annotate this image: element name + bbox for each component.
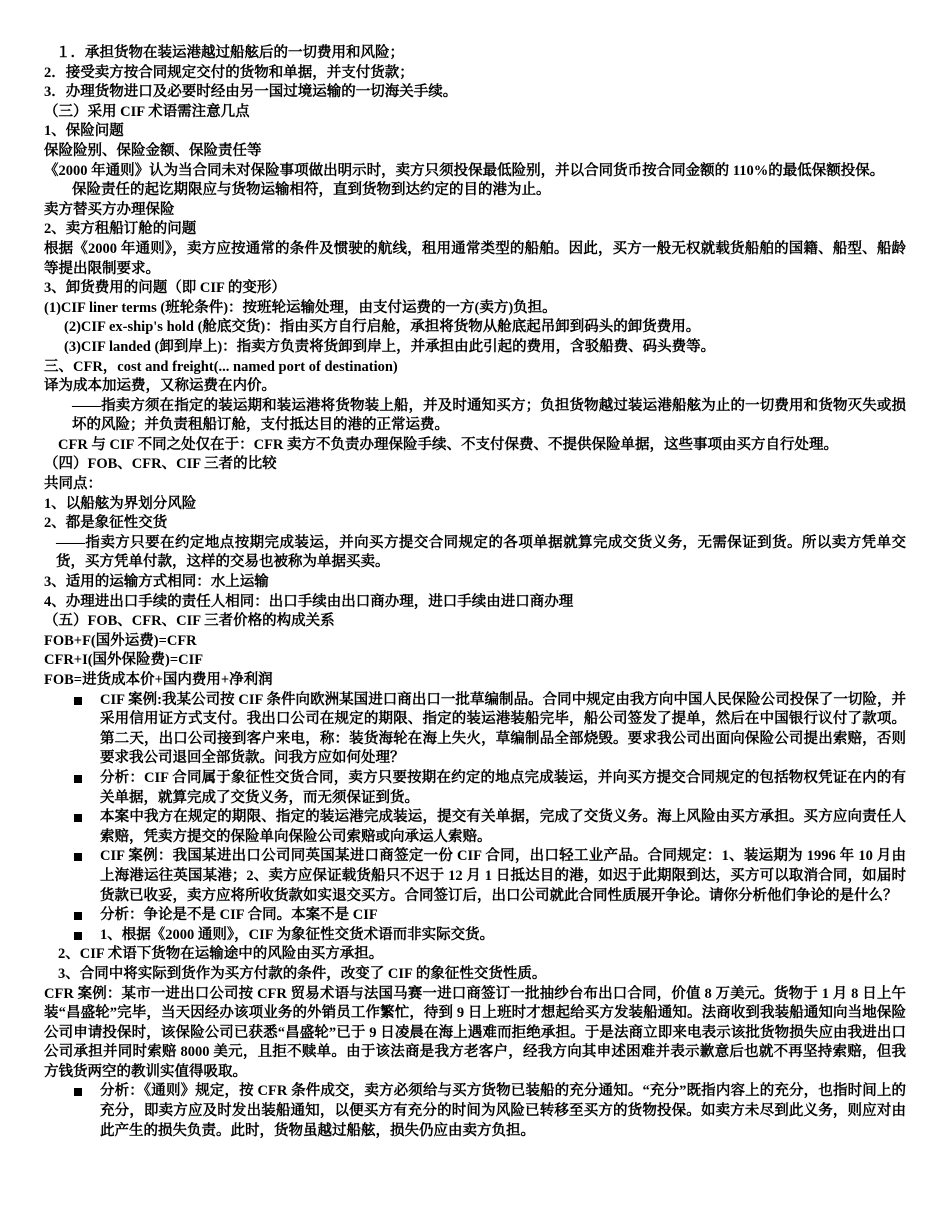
bullet-item (44, 847, 906, 906)
text-line: (3)CIF landed (卸到岸上)：指卖方负责将货卸到岸上，并承担由此引起的费用，含驳船费、码头费等。 (64, 338, 716, 355)
text-line: 2．接受卖方按合同规定交付的货物和单据，并支付货款； (44, 64, 414, 81)
text-line: CFR 案例：某市一进出口公司按 CFR 贸易术语与法国马赛一进口商签订一批抽纱台布出口合同，价值 8 万美元。货物于 1 月 8 日上午装“昌盛轮”完毕，当天因经办该项业务的外销员工作繁忙，待到 9 日上班时才想起给买方发装船通知。法商收到我装船通知向当地保险公司申请投保时，该保险公司已获悉“昌盛轮”已于 9 日凌晨在海上遇难而拒绝承担。于是法商立即来电表示该批货物损失应由我进出口公司承担并同时索赔 8000 美元，且拒不赎单。由于该法商是我方老客户，经我方向其申述困难并表示歉意后也就不再坚持索赔，但我方钱货两空的教训实值得吸取。 (44, 985, 906, 1080)
case-bullet-list (44, 691, 906, 946)
square-bullet-icon (74, 1088, 82, 1096)
text-line: ——指卖方须在指定的装运期和装运港将货物装上船，并及时通知买方；负担货物越过装运港船舷为止的一切费用和货物灭失或损坏的风险；并负责租船订舱，支付抵达目的港的正常运费。 (72, 397, 906, 434)
text-line: 译为成本加运费，又称运费在内价。 (44, 378, 276, 395)
text-line: CFR+I(国外保险费)=CIF (44, 652, 204, 669)
square-bullet-icon (74, 932, 82, 940)
text-line: 4、办理进出口手续的责任人相同：出口手续由出口商办理，进口手续由进口商办理 (44, 593, 574, 610)
text-line: 2、CIF 术语下货物在运输途中的风险由买方承担。 (58, 946, 384, 963)
text-line: 根据《2000 年通则》，卖方应按通常的条件及惯驶的航线，租用通常类型的船舶。因此，买方一般无权就载货船舶的国籍、船型、船龄等提出限制要求。 (44, 240, 906, 277)
text-line: 保险责任的起讫期限应与货物运输相符，直到货物到达约定的目的港为止。 (72, 182, 551, 199)
text-line: 2、卖方租船订舱的问题 (44, 221, 197, 238)
bullet-text: 1、根据《2000 通则》，CIF 为象征性交货术语而非实际交货。 (100, 926, 495, 943)
text-line: FOB=进货成本价+国内费用+净利润 (44, 672, 273, 688)
text-line: 1、以船舷为界划分风险 (44, 495, 197, 512)
text-line: （五）FOB、CFR、CIF 三者价格的构成关系 (44, 613, 335, 630)
square-bullet-icon (74, 814, 82, 822)
bullet-text: CIF 案例:我某公司按 CIF 条件向欧洲某国进口商出口一批草编制品。合同中规定由我方向中国人民保险公司投保了一切险，并采用信用证方式支付。我出口公司在规定的期限、指定的装运港装船完毕，船公司签发了提单，然后在中国银行议付了款项。第二天，出口公司接到客户来电，称：装货海轮在海上失火，草编制品全部烧毁。要求我公司出面向保险公司提出索赔，否则要求我公司退回全部货款。问我方应如何处理？ (100, 691, 906, 767)
text-line: 共同点： (44, 476, 102, 493)
text-line: 卖方替买方办理保险 (44, 201, 175, 218)
text-line: 2、都是象征性交货 (44, 515, 168, 532)
square-bullet-icon (74, 853, 82, 861)
bullet-item (44, 1082, 906, 1141)
square-bullet-icon (74, 912, 82, 920)
text-line: 三、CFR，cost and freight(... named port of destination) (44, 358, 398, 375)
text-line: （三）采用 CIF 术语需注意几点 (44, 103, 250, 120)
text-line: （四）FOB、CFR、CIF 三者的比较 (44, 456, 277, 473)
bullet-text: 分析：《通则》规定，按 CFR 条件成交，卖方必须给与买方货物已装船的充分通知。“充分”既指内容上的充分，也指时间上的充分，即卖方应及时发出装船通知，以便买方有充分的时间为风险已转移至买方的货物投保。如卖方未尽到此义务，则应对由此产生的损失负责。此时，货物虽越过船舷，损失仍应由卖方负担。 (100, 1083, 906, 1139)
bullet-item (44, 926, 906, 946)
bullet-item (44, 769, 906, 808)
bullet-text: 分析：争论是不是 CIF 合同。本案不是 CIF (100, 907, 378, 924)
bullet-text: 分析：CIF 合同属于象征性交货合同，卖方只要按期在约定的地点完成装运，并向买方提交合同规定的包括物权凭证在内的有关单据，就算完成了交货义务，而无须保证到货。 (100, 769, 906, 806)
text-line: 《2000 年通则》认为当合同未对保险事项做出明示时，卖方只须投保最低险别，并以合同货币按合同金额的 110%的最低保额投保。 (44, 162, 885, 179)
text-line: 保险险别、保险金额、保险责任等 (44, 142, 262, 159)
text-line: (1)CIF liner terms (班轮条件)：按班轮运输处理，由支付运费的一方(卖方)负担。 (44, 299, 557, 316)
analysis-bullet-list (44, 1082, 906, 1141)
bullet-text: CIF 案例：我国某进出口公司同英国某进口商签定一份 CIF 合同，出口轻工业产品。合同规定：1、装运期为 1996 年 10 月由上海港运往英国某港；2、卖方应保证载货船只不迟于 12 月 1 日抵达目的港，如迟于此期限到达，买方可以取消合同，如届时货款已收妥，卖方应将所收货款如实退交买方。合同签订后，出口公司就此合同性质展开争论。请你分析他们争论的是什么？ (100, 848, 906, 904)
text-line: ——指卖方只要在约定地点按期完成装运，并向买方提交合同规定的各项单据就算完成交货义务，无需保证到货。所以卖方凭单交货，买方凭单付款，这样的交易也被称为单据买卖。 (56, 534, 906, 571)
text-line: 3、适用的运输方式相同：水上运输 (44, 574, 269, 591)
text-line: CFR 与 CIF 不同之处仅在于：CFR 卖方不负责办理保险手续、不支付保费、不提供保险单据，这些事项由买方自行处理。 (58, 436, 839, 453)
text-line: (2)CIF ex-ship's hold (舱底交货)：指由买方自行启舱，承担将货物从舱底起吊卸到码头的卸货费用。 (64, 319, 701, 336)
text-line: 3、卸货费用的问题（即 CIF 的变形） (44, 280, 286, 297)
text-line: 3、合同中将实际到货作为买方付款的条件，改变了 CIF 的象征性交货性质。 (58, 965, 547, 982)
bullet-item (44, 906, 906, 926)
text-block-middle (44, 945, 906, 1082)
square-bullet-icon (74, 775, 82, 783)
square-bullet-icon (74, 697, 82, 705)
text-line: FOB+F(国外运费)=CFR (44, 632, 197, 649)
text-line: 3．办理货物进口及必要时经由另一国过境运输的一切海关手续。 (44, 84, 458, 101)
text-line: １．承担货物在装运港越过船舷后的一切费用和风险； (56, 45, 404, 61)
text-block-top (44, 44, 906, 691)
bullet-item (44, 808, 906, 847)
bullet-item (44, 691, 906, 769)
text-line: 1、保险问题 (44, 123, 124, 140)
bullet-text: 本案中我方在规定的期限、指定的装运港完成装运，提交有关单据，完成了交货义务。海上风险由买方承担。买方应向责任人索赔，凭卖方提交的保险单向保险公司索赔或向承运人索赔。 (100, 809, 906, 845)
